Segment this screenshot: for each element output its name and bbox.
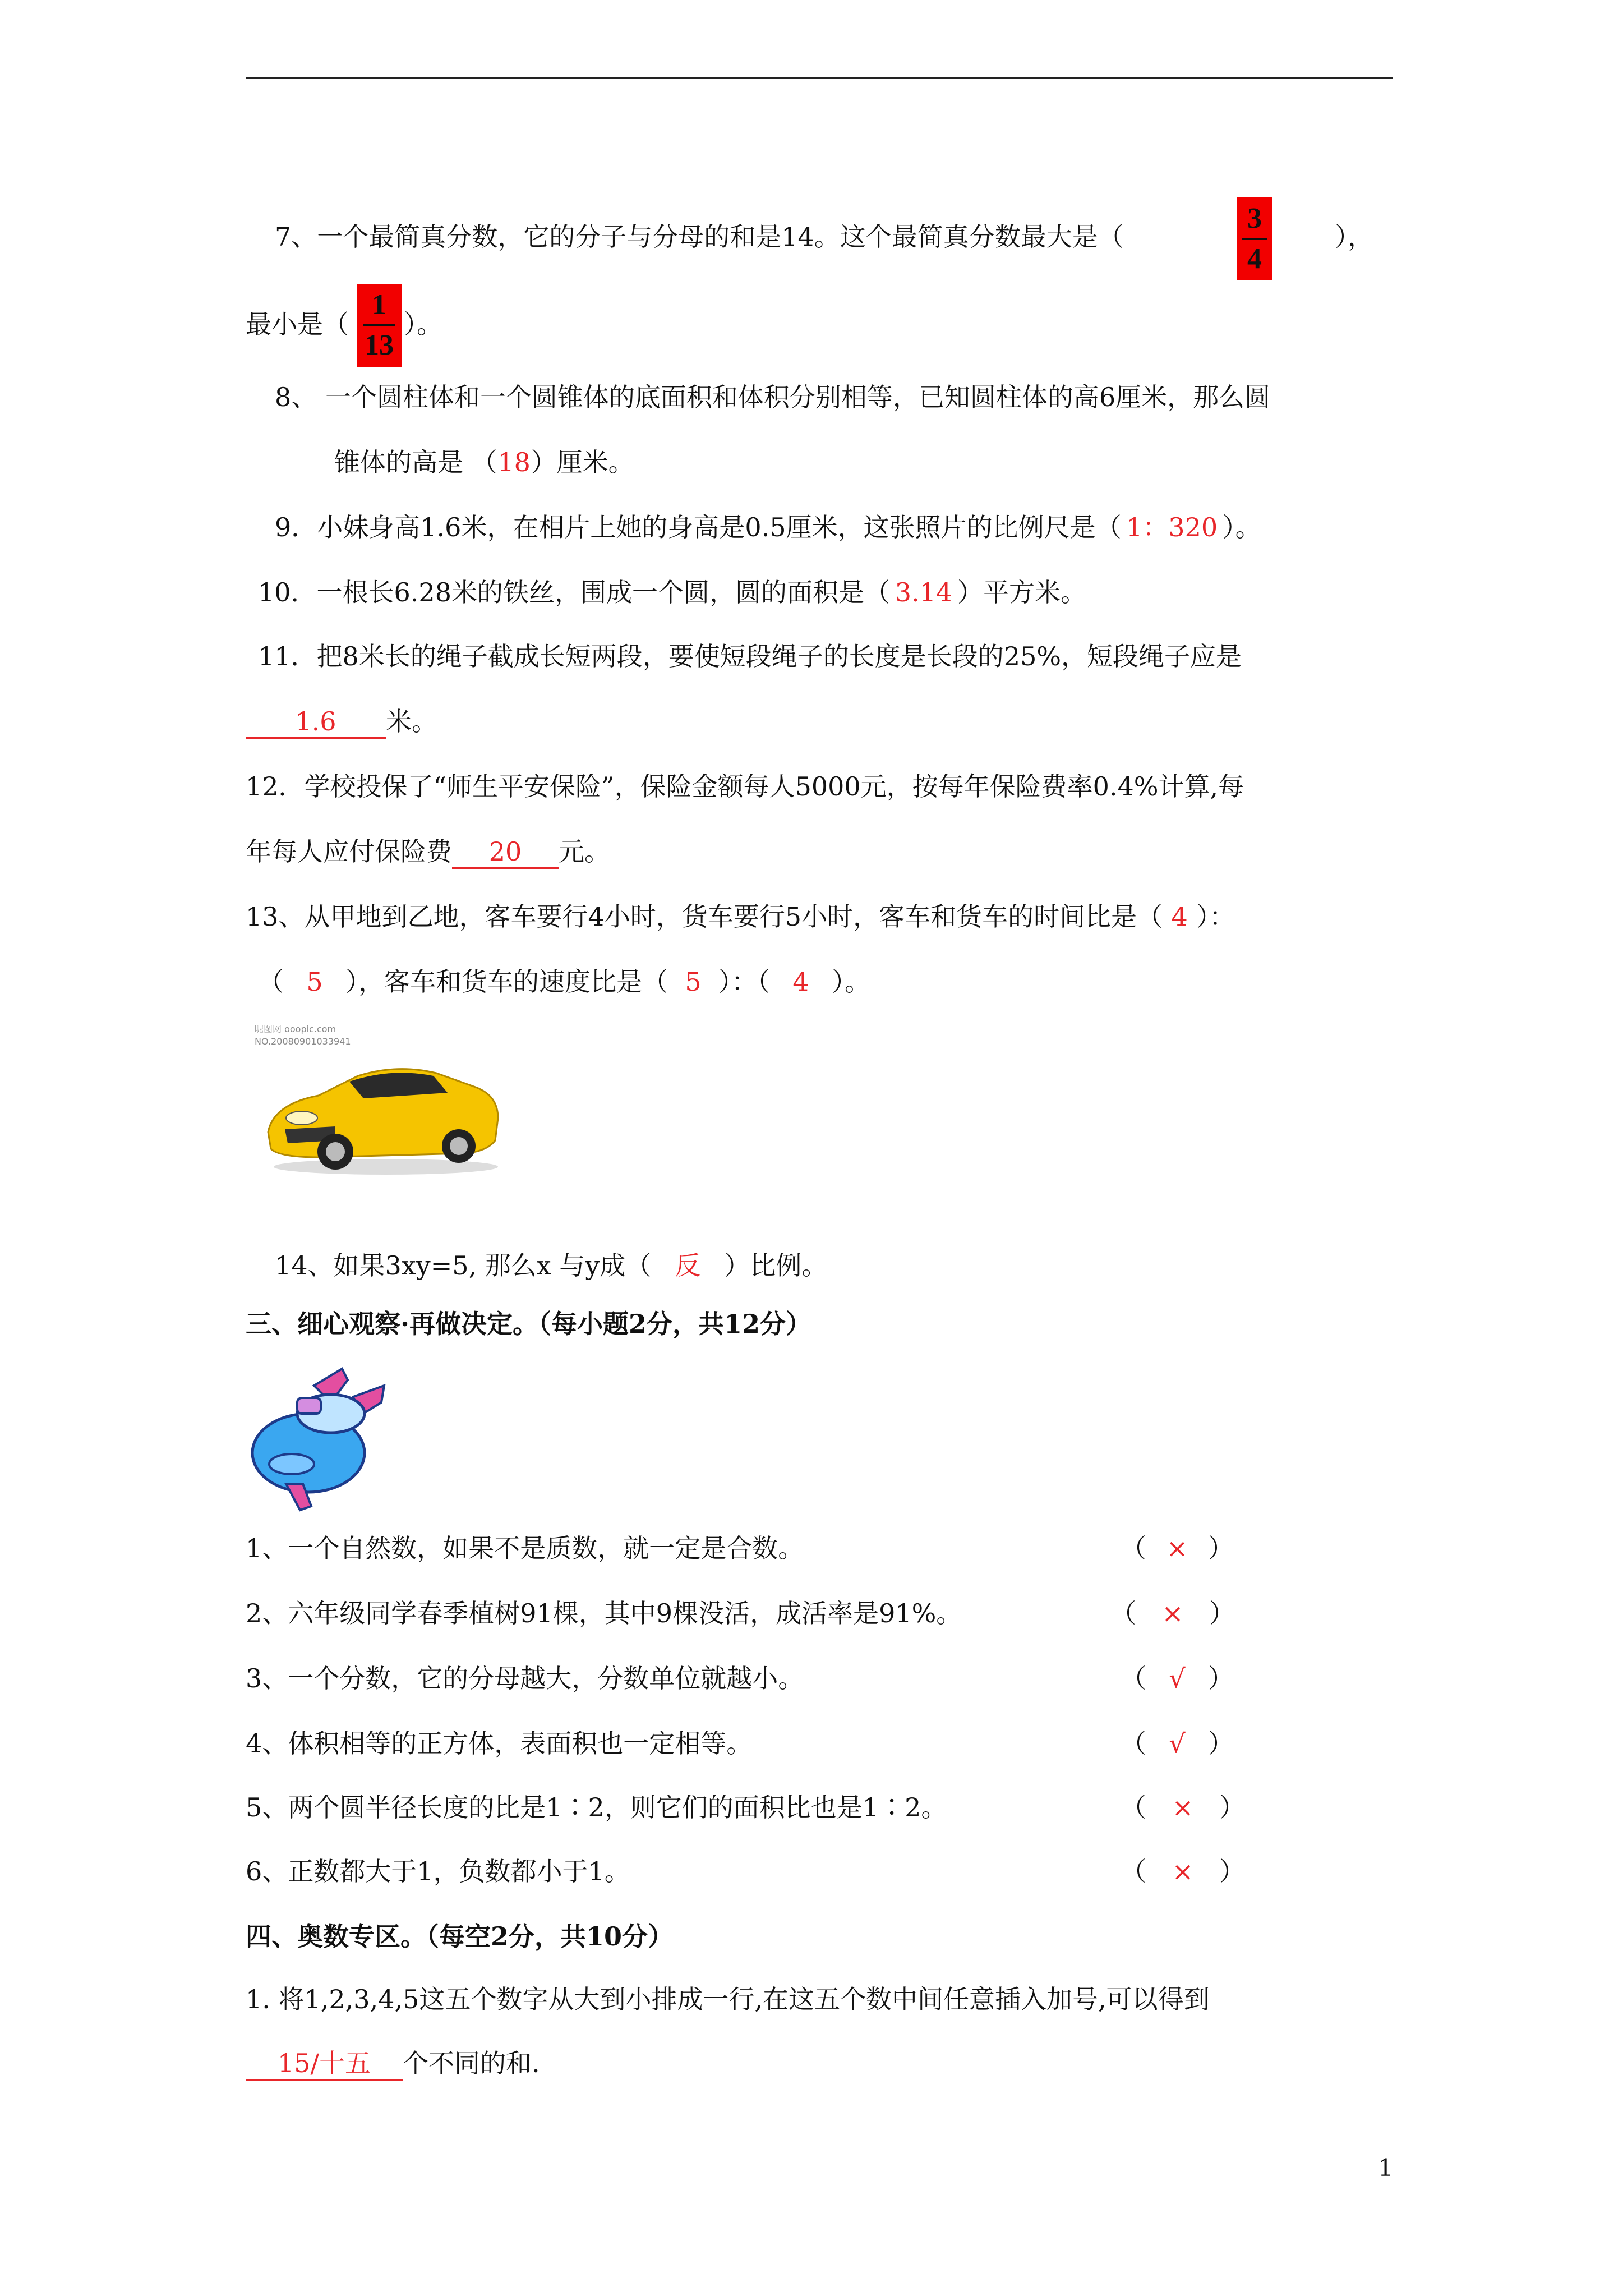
q10-answer: 3.14: [895, 577, 953, 608]
car-illustration: [251, 1020, 509, 1182]
q13-text: ）：: [1196, 901, 1235, 932]
section4-q1-answer: 15/十五: [246, 2047, 403, 2081]
q13-line1: [246, 900, 1235, 933]
q7-text: ）。: [404, 309, 442, 339]
fraction-bar: [363, 324, 395, 326]
q10-text: 10．一根长6.28米的铁丝，围成一个圆，圆的面积是（: [258, 577, 890, 608]
q9-line: [275, 510, 1261, 544]
judgement-6: [246, 1855, 630, 1888]
q8-text: ）厘米。: [531, 447, 634, 477]
q9-answer: 1：320: [1126, 512, 1218, 542]
q7-max-fraction: [1237, 197, 1272, 280]
q11-text: 米。: [386, 706, 437, 737]
section4-q1-line2: [246, 2046, 540, 2081]
q8-line2: [334, 445, 634, 479]
q11-line2: [246, 705, 437, 739]
judgement-text: 4、体积相等的正方体，表面积也一定相等。: [246, 1728, 753, 1759]
q12-line2: [246, 835, 610, 869]
header-rule: [246, 77, 1393, 79]
q11-text: 11．把8米长的绳子截成长短两段，要使短段绳子的长度是长段的25%，短段绳子应是: [258, 641, 1242, 671]
q7-max-numerator: 3: [1247, 203, 1262, 234]
q7-text: 最小是（: [246, 309, 349, 339]
judgement-text: 1、一个自然数，如果不是质数，就一定是合数。: [246, 1533, 804, 1563]
q7-text: 7、一个最简真分数，它的分子与分母的和是14。这个最简真分数最大是（: [275, 222, 1124, 252]
judgement-1-mark: （ × ）: [1121, 1531, 1234, 1565]
q12-text: 元。: [559, 836, 610, 867]
judgement-answer: ×: [1172, 1856, 1194, 1887]
judgement-text: 5、两个圆半径长度的比是1∶2，则它们的面积比也是1∶2。: [246, 1792, 947, 1823]
judgement-2: [246, 1596, 962, 1630]
section4-q1-text: 1. 将1,2,3,4,5这五个数字从大到小排成一行,在这五个数中间任意插入加号,可以得到: [246, 1984, 1210, 2014]
judgement-answer: ×: [1161, 1598, 1184, 1628]
plane-illustration: [247, 1363, 393, 1515]
q7-line1: [275, 220, 1124, 254]
car-watermark-line1: 昵图网 ooopic.com: [255, 1024, 336, 1034]
q14-text: ）比例。: [724, 1250, 828, 1281]
judgement-answer: √: [1169, 1728, 1186, 1759]
q13-line2: [258, 965, 870, 999]
page-number: 1: [1378, 2154, 1393, 2182]
q8-text: 锥体的高是 （: [334, 447, 497, 477]
q12-answer: 20: [452, 836, 559, 869]
q10-text: ）平方米。: [957, 577, 1086, 608]
q12-line1: [246, 770, 1244, 803]
q11-answer: 1.6: [246, 706, 386, 739]
q13-text: 13、从甲地到乙地，客车要行4小时，货车要行5小时，客车和货车的时间比是（: [246, 901, 1163, 932]
fraction-bar: [1242, 238, 1267, 240]
q12-text: 12．学校投保了“师生平安保险”，保险金额每人5000元，按每年保险费率0.4%计算,每: [246, 771, 1244, 802]
q13-answer-3: 5: [685, 967, 702, 997]
q11-line1: [258, 639, 1242, 673]
q10-line: [258, 576, 1086, 609]
q7-min-denominator: 13: [365, 329, 394, 361]
judgement-1: [246, 1531, 804, 1565]
judgement-text: 6、正数都大于1，负数都小于1。: [246, 1856, 630, 1887]
q13-text: （: [258, 967, 284, 997]
q14-line: [275, 1249, 827, 1282]
judgement-text: 3、一个分数，它的分母越大，分数单位就越小。: [246, 1663, 804, 1694]
q13-text: ）。: [832, 967, 870, 997]
judgement-5: [246, 1791, 947, 1824]
q12-text: 年每人应付保险费: [246, 836, 452, 867]
car-image: [251, 1020, 509, 1182]
judgement-text: 2、六年级同学春季植树91棵，其中9棵没活，成活率是91%。: [246, 1598, 962, 1628]
judgement-4-mark: （ √ ）: [1121, 1727, 1234, 1760]
q13-answer-2: 5: [306, 967, 323, 997]
q7-line1-end: [1335, 220, 1373, 254]
q14-text: 14、如果3xy=5, 那么x 与y成（: [275, 1250, 652, 1281]
section4-title: 四、奥数专区。（每空2分，共10分）: [246, 1921, 674, 1952]
judgement-answer: ×: [1172, 1792, 1194, 1823]
q8-answer: 18: [497, 447, 531, 477]
q13-text: ）：（: [718, 967, 770, 997]
plane-image: [247, 1363, 393, 1515]
q7-min-numerator: 1: [372, 289, 386, 321]
car-watermark-line2: NO.20080901033941: [255, 1036, 351, 1047]
q14-answer: 反: [675, 1250, 701, 1281]
q9-text: ）。: [1222, 512, 1261, 542]
q7-max-denominator: 4: [1247, 243, 1262, 275]
judgement-3-mark: （ √ ）: [1121, 1662, 1234, 1695]
q8-line1: [275, 380, 1270, 414]
q7-text: ），: [1335, 222, 1373, 252]
q8-text: 8、 一个圆柱体和一个圆锥体的底面积和体积分别相等，已知圆柱体的高6厘米，那么圆: [275, 382, 1271, 412]
q9-text: 9．小妹身高1.6米，在相片上她的身高是0.5厘米，这张照片的比例尺是（: [275, 512, 1122, 542]
judgement-answer: ×: [1166, 1533, 1188, 1563]
judgement-5-mark: （ × ）: [1121, 1791, 1245, 1824]
q13-answer-4: 4: [792, 967, 809, 997]
section4-q1-text: 个不同的和.: [403, 2048, 540, 2078]
judgement-answer: √: [1169, 1663, 1186, 1694]
judgement-4: [246, 1727, 752, 1760]
q7-line2-end: [404, 307, 442, 341]
q13-answer-1: 4: [1171, 901, 1188, 932]
q13-text: ），客车和货车的速度比是（: [345, 967, 668, 997]
judgement-2-mark: （ × ）: [1110, 1596, 1235, 1630]
q7-min-fraction: [357, 284, 402, 367]
section3-title: 三、细心观察·再做决定。（每小题2分，共12分）: [246, 1309, 812, 1339]
judgement-6-mark: （ × ）: [1121, 1855, 1245, 1888]
section4-q1-line1: [246, 1982, 1210, 2016]
judgement-3: [246, 1662, 804, 1695]
q7-line2: [246, 307, 349, 341]
